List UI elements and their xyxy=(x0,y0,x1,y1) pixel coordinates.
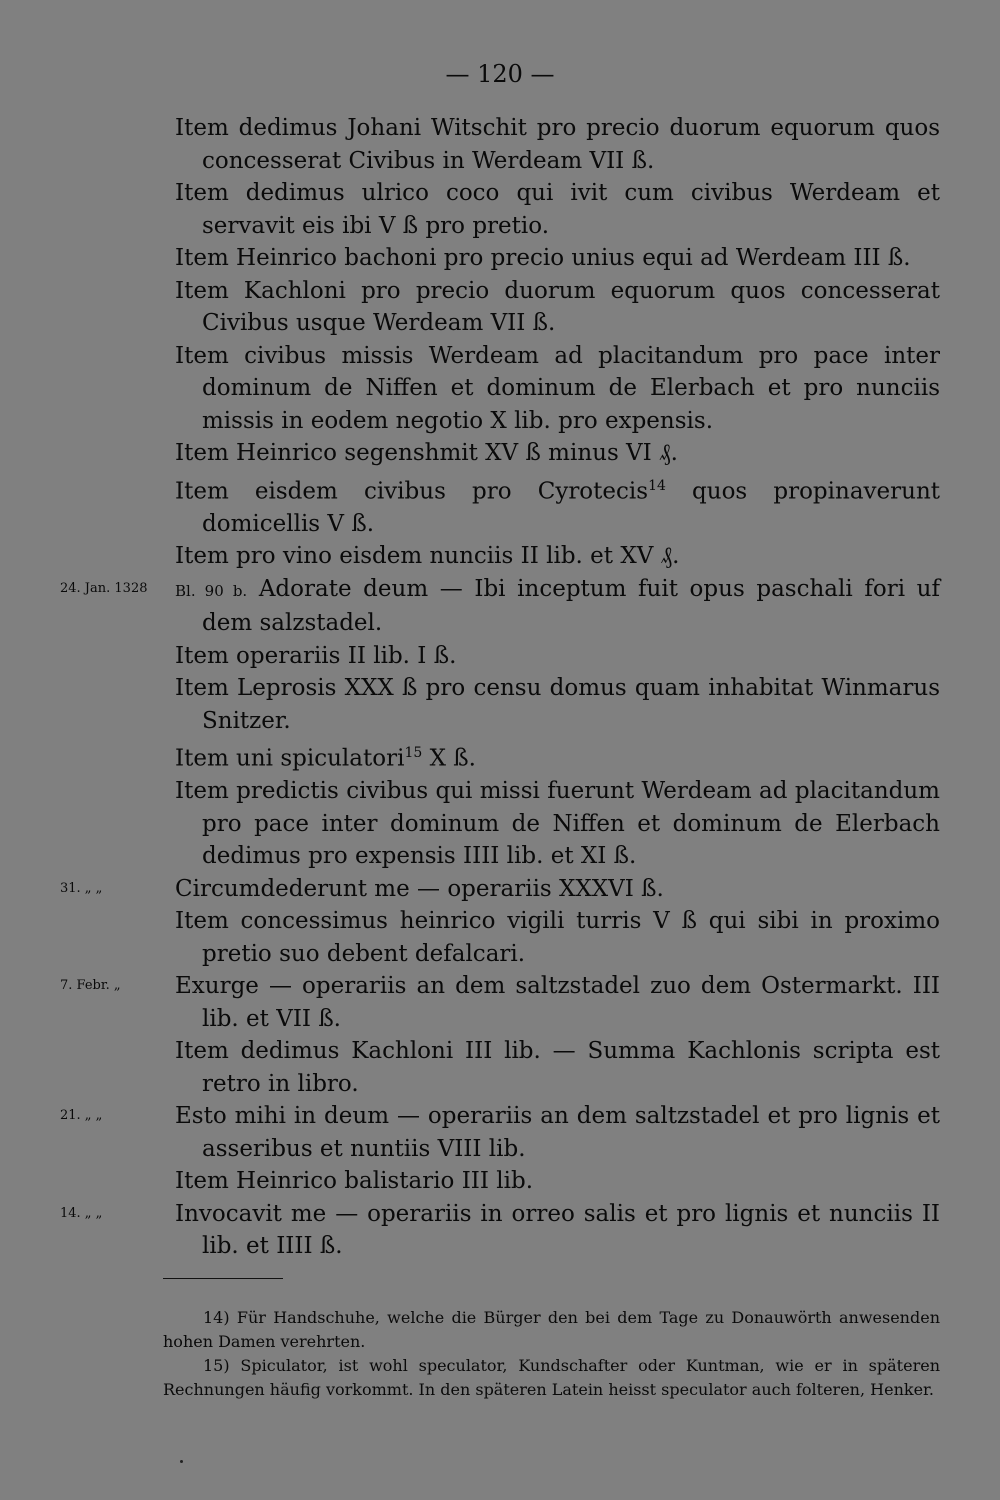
entries-list xyxy=(60,112,940,1263)
ledger-entry xyxy=(175,340,940,438)
entry-text: Item concessimus heinrico vigili turris V ß qui sibi in proximo pretio suo debent defalcari. xyxy=(175,908,940,967)
footnote-marker: 15 xyxy=(404,745,423,762)
ledger-entry xyxy=(60,1100,940,1165)
ledger-entry xyxy=(175,672,940,737)
ledger-entry xyxy=(175,275,940,340)
margin-date: 14. „ „ xyxy=(60,1205,103,1221)
margin-date: 31. „ „ xyxy=(60,880,103,896)
entry-text: Item Heinrico bachoni pro precio unius equi ad Werdeam III ß. xyxy=(175,245,911,271)
ledger-entry xyxy=(175,112,940,177)
entry-text: Item eisdem civibus pro Cyrotecis xyxy=(175,478,649,505)
entry-text: Item pro vino eisdem nunciis II lib. et XV ₰. xyxy=(175,543,680,570)
entry-text: Item civibus missis Werdeam ad placitandum pro pace inter dominum de Niffen et dominum de Elerbach et pro nunciis missis in eodem negotio X lib. pro expensis. xyxy=(175,342,940,434)
entry-text: Item Kachloni pro precio duorum equorum quos concesserat Civibus usque Werdeam VII ß. xyxy=(175,277,940,336)
footnotes xyxy=(163,1306,940,1402)
entry-text: Item Heinrico balistario III lib. xyxy=(175,1168,534,1195)
entry-text: Adorate deum — Ibi inceptum fuit opus paschali fori uf dem salzstadel. xyxy=(202,575,940,637)
footnote: 14) Für Handschuhe, welche die Bürger den bei dem Tage zu Donauwörth anwesenden hohen Damen verehrten. xyxy=(163,1308,940,1351)
ledger-entry xyxy=(60,1198,940,1263)
entry-text: Item predictis civibus qui missi fuerunt Werdeam ad placitandum pro pace inter dominum de Niffen et dominum de Elerbach dedimus pro expensis IIII lib. et XI ß. xyxy=(175,778,940,870)
margin-date: 24. Jan. 1328 xyxy=(60,580,148,596)
ledger-entry xyxy=(175,1035,940,1100)
entry-text: Invocavit me — operariis in orreo salis et pro lignis et nunciis II lib. et IIII ß. xyxy=(175,1200,940,1260)
entry-text: Esto mihi in deum — operariis an dem saltzstadel et pro lignis et asseribus et nuntiis VIII lib. xyxy=(175,1103,940,1162)
ledger-entry xyxy=(175,1165,940,1198)
ledger-entry xyxy=(175,775,940,873)
ledger-entry xyxy=(60,970,940,1035)
entry-text: Item Leprosis XXX ß pro censu domus quam inhabitat Winmarus Snitzer. xyxy=(175,675,940,734)
ledger-entry xyxy=(175,470,940,541)
entry-text-continued: X ß. xyxy=(422,745,476,772)
ledger-entry xyxy=(175,737,940,775)
footnote: 15) Spiculator, ist wohl speculator, Kundschafter oder Kuntman, wie er in späteren Rechnungen häufig vorkommt. In den späteren Latein heisst speculator auch folteren, Henker. xyxy=(163,1356,940,1399)
ledger-entry xyxy=(175,242,940,275)
footnote-divider xyxy=(163,1278,283,1279)
ledger-entry xyxy=(60,573,940,640)
margin-date: 21. „ „ xyxy=(60,1108,103,1124)
entry-text: Item uni spiculatori xyxy=(175,745,405,772)
ledger-entry xyxy=(175,540,940,573)
entry-text: Item Heinrico segenshmit XV ß minus VI ₰. xyxy=(175,440,678,466)
entry-text: Item dedimus ulrico coco qui ivit cum civibus Werdeam et servavit eis ibi V ß pro pretio. xyxy=(175,180,940,239)
footnote-marker: 14 xyxy=(648,477,666,494)
ledger-entry xyxy=(175,640,940,673)
print-speck xyxy=(180,1460,183,1463)
entry-text: Circumdederunt me — operariis XXXVI ß. xyxy=(175,875,664,902)
entry-text: Item operariis II lib. I ß. xyxy=(175,642,457,669)
page-number: — 120 — xyxy=(445,60,555,88)
ledger-entry xyxy=(175,177,940,242)
entry-text: Item dedimus Kachloni III lib. — Summa Kachlonis scripta est retro in libro. xyxy=(175,1038,940,1097)
ledger-entry xyxy=(175,905,940,970)
ledger-entry xyxy=(175,437,940,470)
ledger-entry xyxy=(60,873,940,906)
entry-text: Exurge — operariis an dem saltzstadel zuo dem Ostermarkt. III lib. et VII ß. xyxy=(175,973,940,1032)
entry-text-continued: quos propinaverunt domicellis V ß. xyxy=(202,478,940,537)
margin-date: 7. Febr. „ xyxy=(60,978,121,994)
folio-reference: Bl. 90 b. xyxy=(175,581,248,600)
entry-text: Item dedimus Johani Witschit pro precio duorum equorum quos concesserat Civibus in Werdeam VII ß. xyxy=(175,115,940,174)
